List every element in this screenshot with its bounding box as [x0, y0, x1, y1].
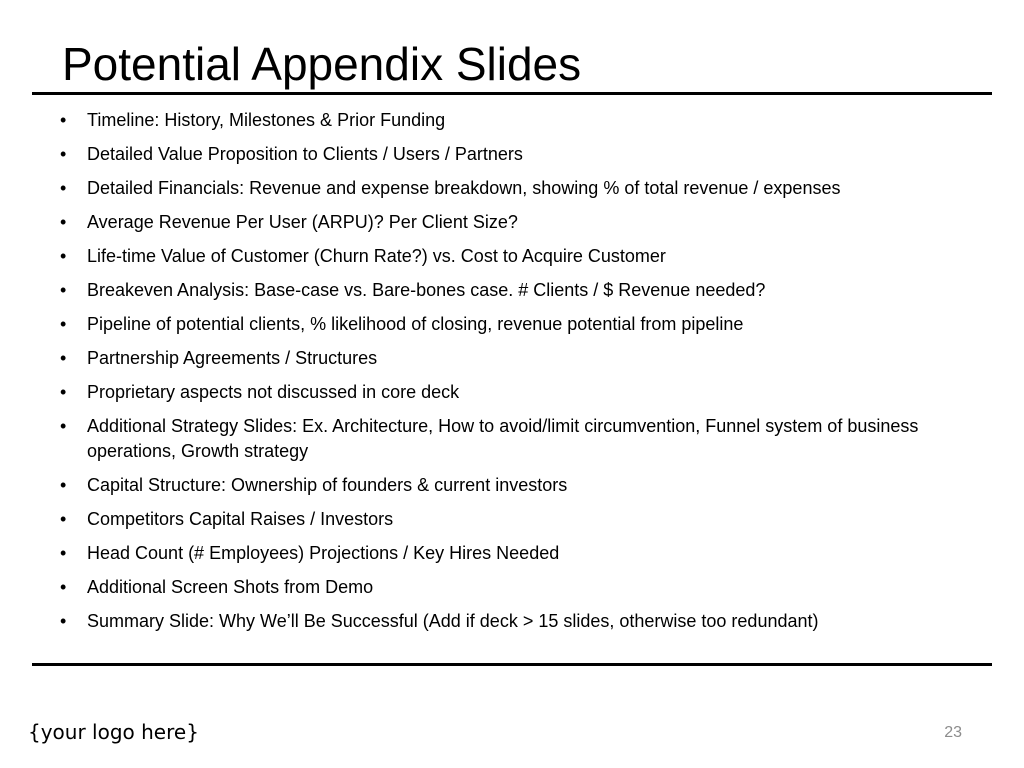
- bullet-marker: •: [60, 611, 67, 631]
- bullet-marker: •: [60, 246, 67, 266]
- bullet-item: [60, 142, 990, 167]
- bullet-item: [60, 575, 990, 600]
- bullet-text: Average Revenue Per User (ARPU)? Per Client Size?: [87, 212, 518, 232]
- bullet-marker: •: [60, 416, 67, 436]
- title-divider: [32, 92, 992, 95]
- bullet-text: Capital Structure: Ownership of founders & current investors: [87, 475, 568, 495]
- bullet-text: Detailed Financials: Revenue and expense breakdown, showing % of total revenue / expenses: [87, 178, 841, 198]
- bullet-text: Summary Slide: Why We’ll Be Successful (Add if deck > 15 slides, otherwise too redundant): [87, 611, 819, 631]
- bullet-marker: •: [60, 543, 67, 563]
- bullet-marker: •: [60, 348, 67, 368]
- bullet-marker: •: [60, 509, 67, 529]
- bullet-marker: •: [60, 475, 67, 495]
- bullet-marker: •: [60, 212, 67, 232]
- bullet-item: [60, 541, 990, 566]
- bullet-item: [60, 176, 990, 201]
- bullet-text: Partnership Agreements / Structures: [87, 348, 378, 368]
- bullet-text: Additional Screen Shots from Demo: [87, 577, 374, 597]
- bullet-item: [60, 414, 990, 464]
- slide-title: Potential Appendix Slides: [62, 38, 582, 90]
- logo-placeholder: {your logo here}: [28, 720, 199, 744]
- bullet-item: [60, 244, 990, 269]
- bullet-item: [60, 473, 990, 498]
- bullet-text: Pipeline of potential clients, % likelihood of closing, revenue potential from pipeline: [87, 314, 744, 334]
- bullet-text: Detailed Value Proposition to Clients / Users / Partners: [87, 144, 523, 164]
- bullet-text: Proprietary aspects not discussed in core deck: [87, 382, 460, 402]
- bullet-item: [60, 380, 990, 405]
- bullet-marker: •: [60, 144, 67, 164]
- footer-divider: [32, 663, 992, 666]
- bullet-list: [60, 108, 990, 643]
- page-number: 23: [944, 724, 962, 741]
- bullet-marker: •: [60, 577, 67, 597]
- bullet-marker: •: [60, 178, 67, 198]
- bullet-item: [60, 346, 990, 371]
- bullet-marker: •: [60, 314, 67, 334]
- bullet-item: [60, 278, 990, 303]
- bullet-marker: •: [60, 110, 67, 130]
- bullet-item: [60, 507, 990, 532]
- bullet-item: [60, 609, 990, 634]
- bullet-item: [60, 312, 990, 337]
- bullet-text: Breakeven Analysis: Base-case vs. Bare-bones case. # Clients / $ Revenue needed?: [87, 280, 766, 300]
- bullet-text: Additional Strategy Slides: Ex. Architecture, How to avoid/limit circumvention, Funnel system of business operations, Growth strategy: [87, 416, 919, 461]
- bullet-text: Timeline: History, Milestones & Prior Funding: [87, 110, 446, 130]
- bullet-text: Head Count (# Employees) Projections / Key Hires Needed: [87, 543, 560, 563]
- bullet-item: [60, 210, 990, 235]
- bullet-text: Competitors Capital Raises / Investors: [87, 509, 394, 529]
- bullet-marker: •: [60, 382, 67, 402]
- bullet-text: Life-time Value of Customer (Churn Rate?) vs. Cost to Acquire Customer: [87, 246, 666, 266]
- bullet-item: [60, 108, 990, 133]
- bullet-marker: •: [60, 280, 67, 300]
